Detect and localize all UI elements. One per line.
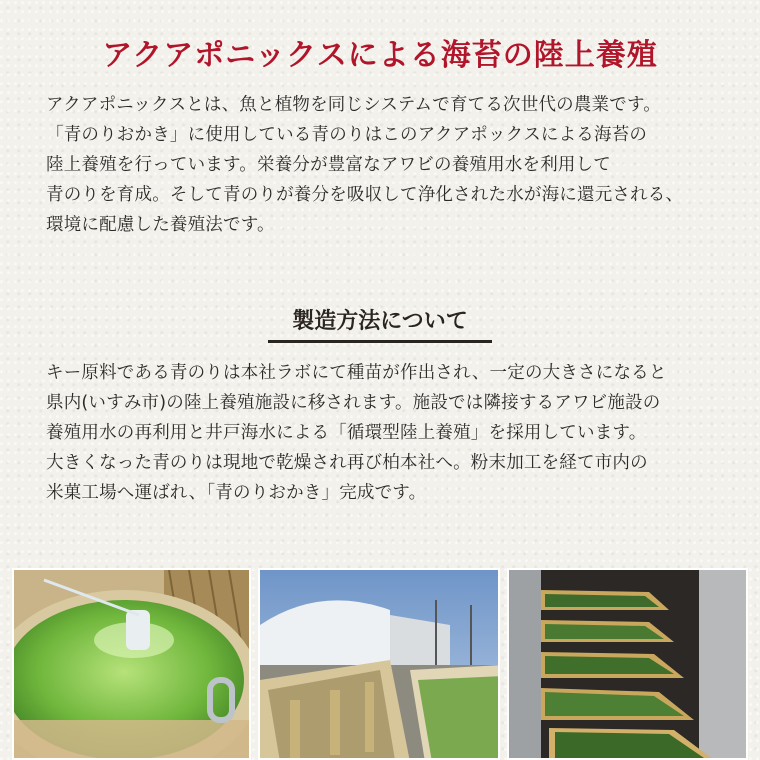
page-title: アクアポニックスによる海苔の陸上養殖 <box>102 38 658 73</box>
intro-line: 環境に配慮した養殖法です。 <box>46 215 275 235</box>
method-line: 県内(いすみ市)の陸上養殖施設に移されます。施設では隣接するアワビ施設の <box>46 393 661 413</box>
drying-racks-photo <box>507 568 748 760</box>
heading-underline <box>268 340 492 343</box>
method-heading-block <box>0 300 760 350</box>
method-heading: 製造方法について <box>292 308 468 334</box>
method-line: 養殖用水の再利用と井戸海水による「循環型陸上養殖」を採用しています。 <box>46 423 647 443</box>
intro-line: 陸上養殖を行っています。栄養分が豊富なアワビの養殖用水を利用して <box>46 155 611 175</box>
method-paragraph <box>46 358 722 508</box>
greenhouse-facility-photo <box>258 568 500 760</box>
method-line: キー原料である青のりは本社ラボにて種苗が作出され、一定の大きさになると <box>46 363 667 383</box>
method-line: 米菓工場へ運ばれ、「青のりおかき」完成です。 <box>46 483 427 503</box>
intro-line: 青のりを育成。そして青のりが養分を吸収して浄化された水が海に還元される、 <box>46 185 684 205</box>
intro-paragraph <box>46 90 722 240</box>
intro-line: アクアポニックスとは、魚と植物を同じシステムで育てる次世代の農業です。 <box>46 95 661 115</box>
intro-line: 「青のりおかき」に使用している青のりはこのアクアポックスによる海苔の <box>46 125 648 145</box>
method-line: 大きくなった青のりは現地で乾燥され再び柏本社へ。粉末加工を経て市内の <box>46 453 648 473</box>
aquaculture-tank-photo <box>12 568 251 760</box>
